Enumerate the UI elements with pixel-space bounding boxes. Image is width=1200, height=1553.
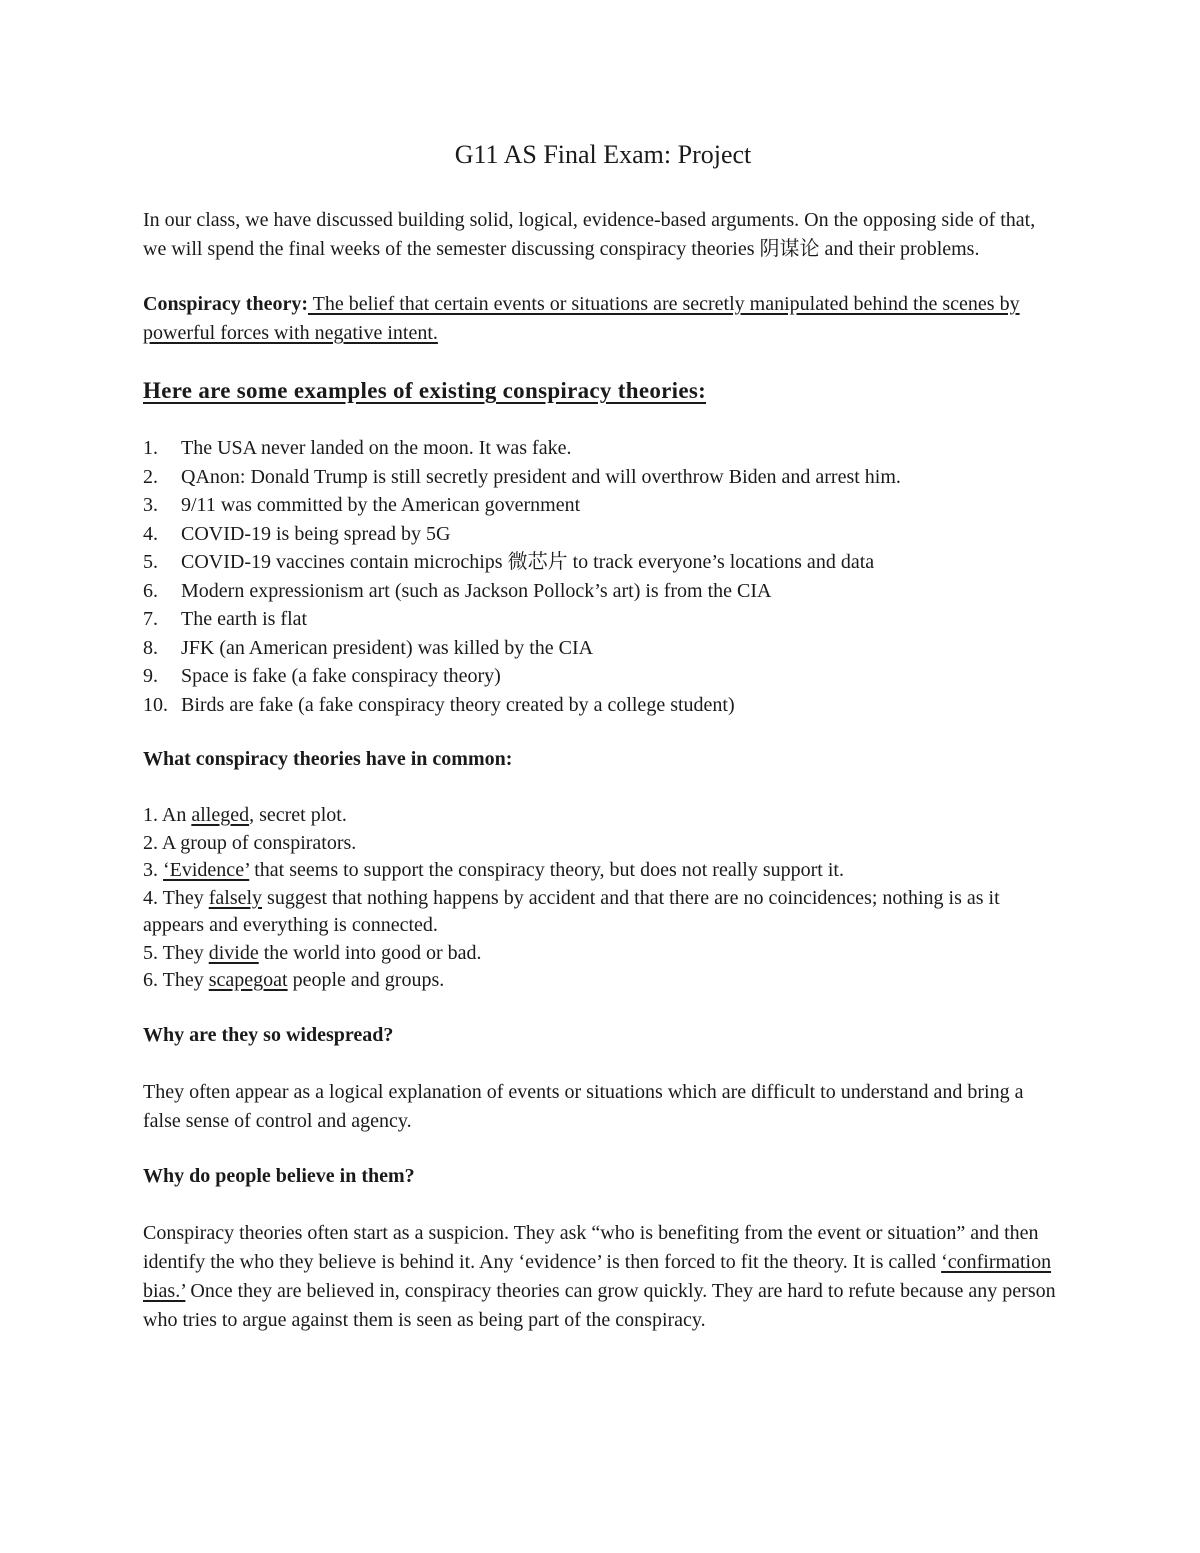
list-item xyxy=(143,634,1063,663)
list-number: 4. xyxy=(143,522,158,545)
list-item xyxy=(143,434,1063,463)
list-number: 2. xyxy=(143,465,158,488)
intro-paragraph: In our class, we have discussed building solid, logical, evidence-based arguments. On the opposing side of that, we will spend the final weeks of the semester discussing conspiracy theories 阴谋论 and their problems. xyxy=(143,209,1036,260)
widespread-paragraph: They often appear as a logical explanation of events or situations which are difficult to understand and bring a false sense of control and agency. xyxy=(143,1080,1024,1132)
confirmation-bias-term: ‘confirmation bias.’ xyxy=(143,1250,1052,1302)
common-list xyxy=(143,802,1063,995)
list-number: 5. xyxy=(143,551,158,573)
list-text: Birds are fake (a fake conspiracy theory created by a college student) xyxy=(181,693,735,716)
item-text: 2. A group of conspirators. xyxy=(143,831,357,854)
document-page xyxy=(143,140,1063,1335)
item-text: suggest that nothing happens by accident and that there are no coincidences; nothing is as it appears and everything is connected. xyxy=(143,886,1000,936)
definition-paragraph xyxy=(143,290,1063,348)
item-text: 5. They xyxy=(143,941,209,964)
item-underlined: ‘Evidence’ xyxy=(163,859,250,881)
list-text: JFK (an American president) was killed by the CIA xyxy=(181,636,594,659)
list-item xyxy=(143,940,1063,968)
list-item xyxy=(143,830,1063,858)
list-item xyxy=(143,885,1063,940)
list-text: COVID-19 is being spread by 5G xyxy=(181,522,451,545)
widespread-heading: Why are they so widespread? xyxy=(143,1023,394,1046)
list-text: QAnon: Donald Trump is still secretly president and will overthrow Biden and arrest him. xyxy=(181,465,901,488)
list-item xyxy=(143,491,1063,520)
paragraph-text: Conspiracy theories often start as a suspicion. They ask “who is benefiting from the event or situation” and then identify the who they believe is behind it. Any ‘evidence’ is then forced to fit the theory. It is called xyxy=(143,1221,1039,1273)
believe-paragraph xyxy=(143,1219,1063,1335)
item-text: 4. They xyxy=(143,886,209,909)
list-item xyxy=(143,691,1063,720)
item-text: 3. xyxy=(143,859,163,881)
list-item xyxy=(143,577,1063,606)
list-text: Modern expressionism art (such as Jackson Pollock’s art) is from the CIA xyxy=(181,579,772,602)
list-number: 10. xyxy=(143,693,168,716)
list-text: 9/11 was committed by the American government xyxy=(181,494,581,516)
list-text: The USA never landed on the moon. It was fake. xyxy=(181,437,572,459)
list-number: 8. xyxy=(143,636,158,659)
common-heading: What conspiracy theories have in common: xyxy=(143,748,513,770)
list-number: 6. xyxy=(143,579,158,602)
item-text: people and groups. xyxy=(287,969,445,991)
item-text: that seems to support the conspiracy theory, but does not really support it. xyxy=(249,859,844,881)
list-item xyxy=(143,857,1063,885)
item-text: 1. An xyxy=(143,804,192,826)
item-text: 6. They xyxy=(143,969,209,991)
list-item xyxy=(143,967,1063,995)
list-item xyxy=(143,802,1063,830)
list-number: 7. xyxy=(143,608,158,630)
item-text: , secret plot. xyxy=(249,804,347,826)
list-text: Space is fake (a fake conspiracy theory) xyxy=(181,665,501,687)
item-underlined: scapegoat xyxy=(208,969,288,991)
item-underlined: divide xyxy=(208,941,259,964)
list-item xyxy=(143,548,1063,577)
list-number: 9. xyxy=(143,665,158,687)
page-title: G11 AS Final Exam: Project xyxy=(454,140,752,169)
list-text: COVID-19 vaccines contain microchips 微芯片 to track everyone’s locations and data xyxy=(181,551,875,573)
paragraph-text: Once they are believed in, conspiracy theories can grow quickly. They are hard to refute because any person who tries to argue against them is seen as being part of the conspiracy. xyxy=(143,1279,1056,1331)
list-item xyxy=(143,463,1063,492)
item-underlined: alleged xyxy=(191,804,250,826)
definition-term: Conspiracy theory: xyxy=(143,293,308,315)
list-item xyxy=(143,605,1063,634)
examples-heading: Here are some examples of existing conspiracy theories: xyxy=(143,378,707,403)
list-item xyxy=(143,520,1063,549)
list-number: 1. xyxy=(143,437,158,459)
item-underlined: falsely xyxy=(208,886,263,909)
examples-list xyxy=(143,434,1063,719)
item-text: the world into good or bad. xyxy=(258,941,482,964)
list-item xyxy=(143,662,1063,691)
definition-text: The belief that certain events or situations are secretly manipulated behind the scenes by powerful forces with negative intent. xyxy=(143,293,1020,344)
believe-heading: Why do people believe in them? xyxy=(143,1164,415,1187)
list-number: 3. xyxy=(143,494,158,516)
list-text: The earth is flat xyxy=(181,608,308,630)
